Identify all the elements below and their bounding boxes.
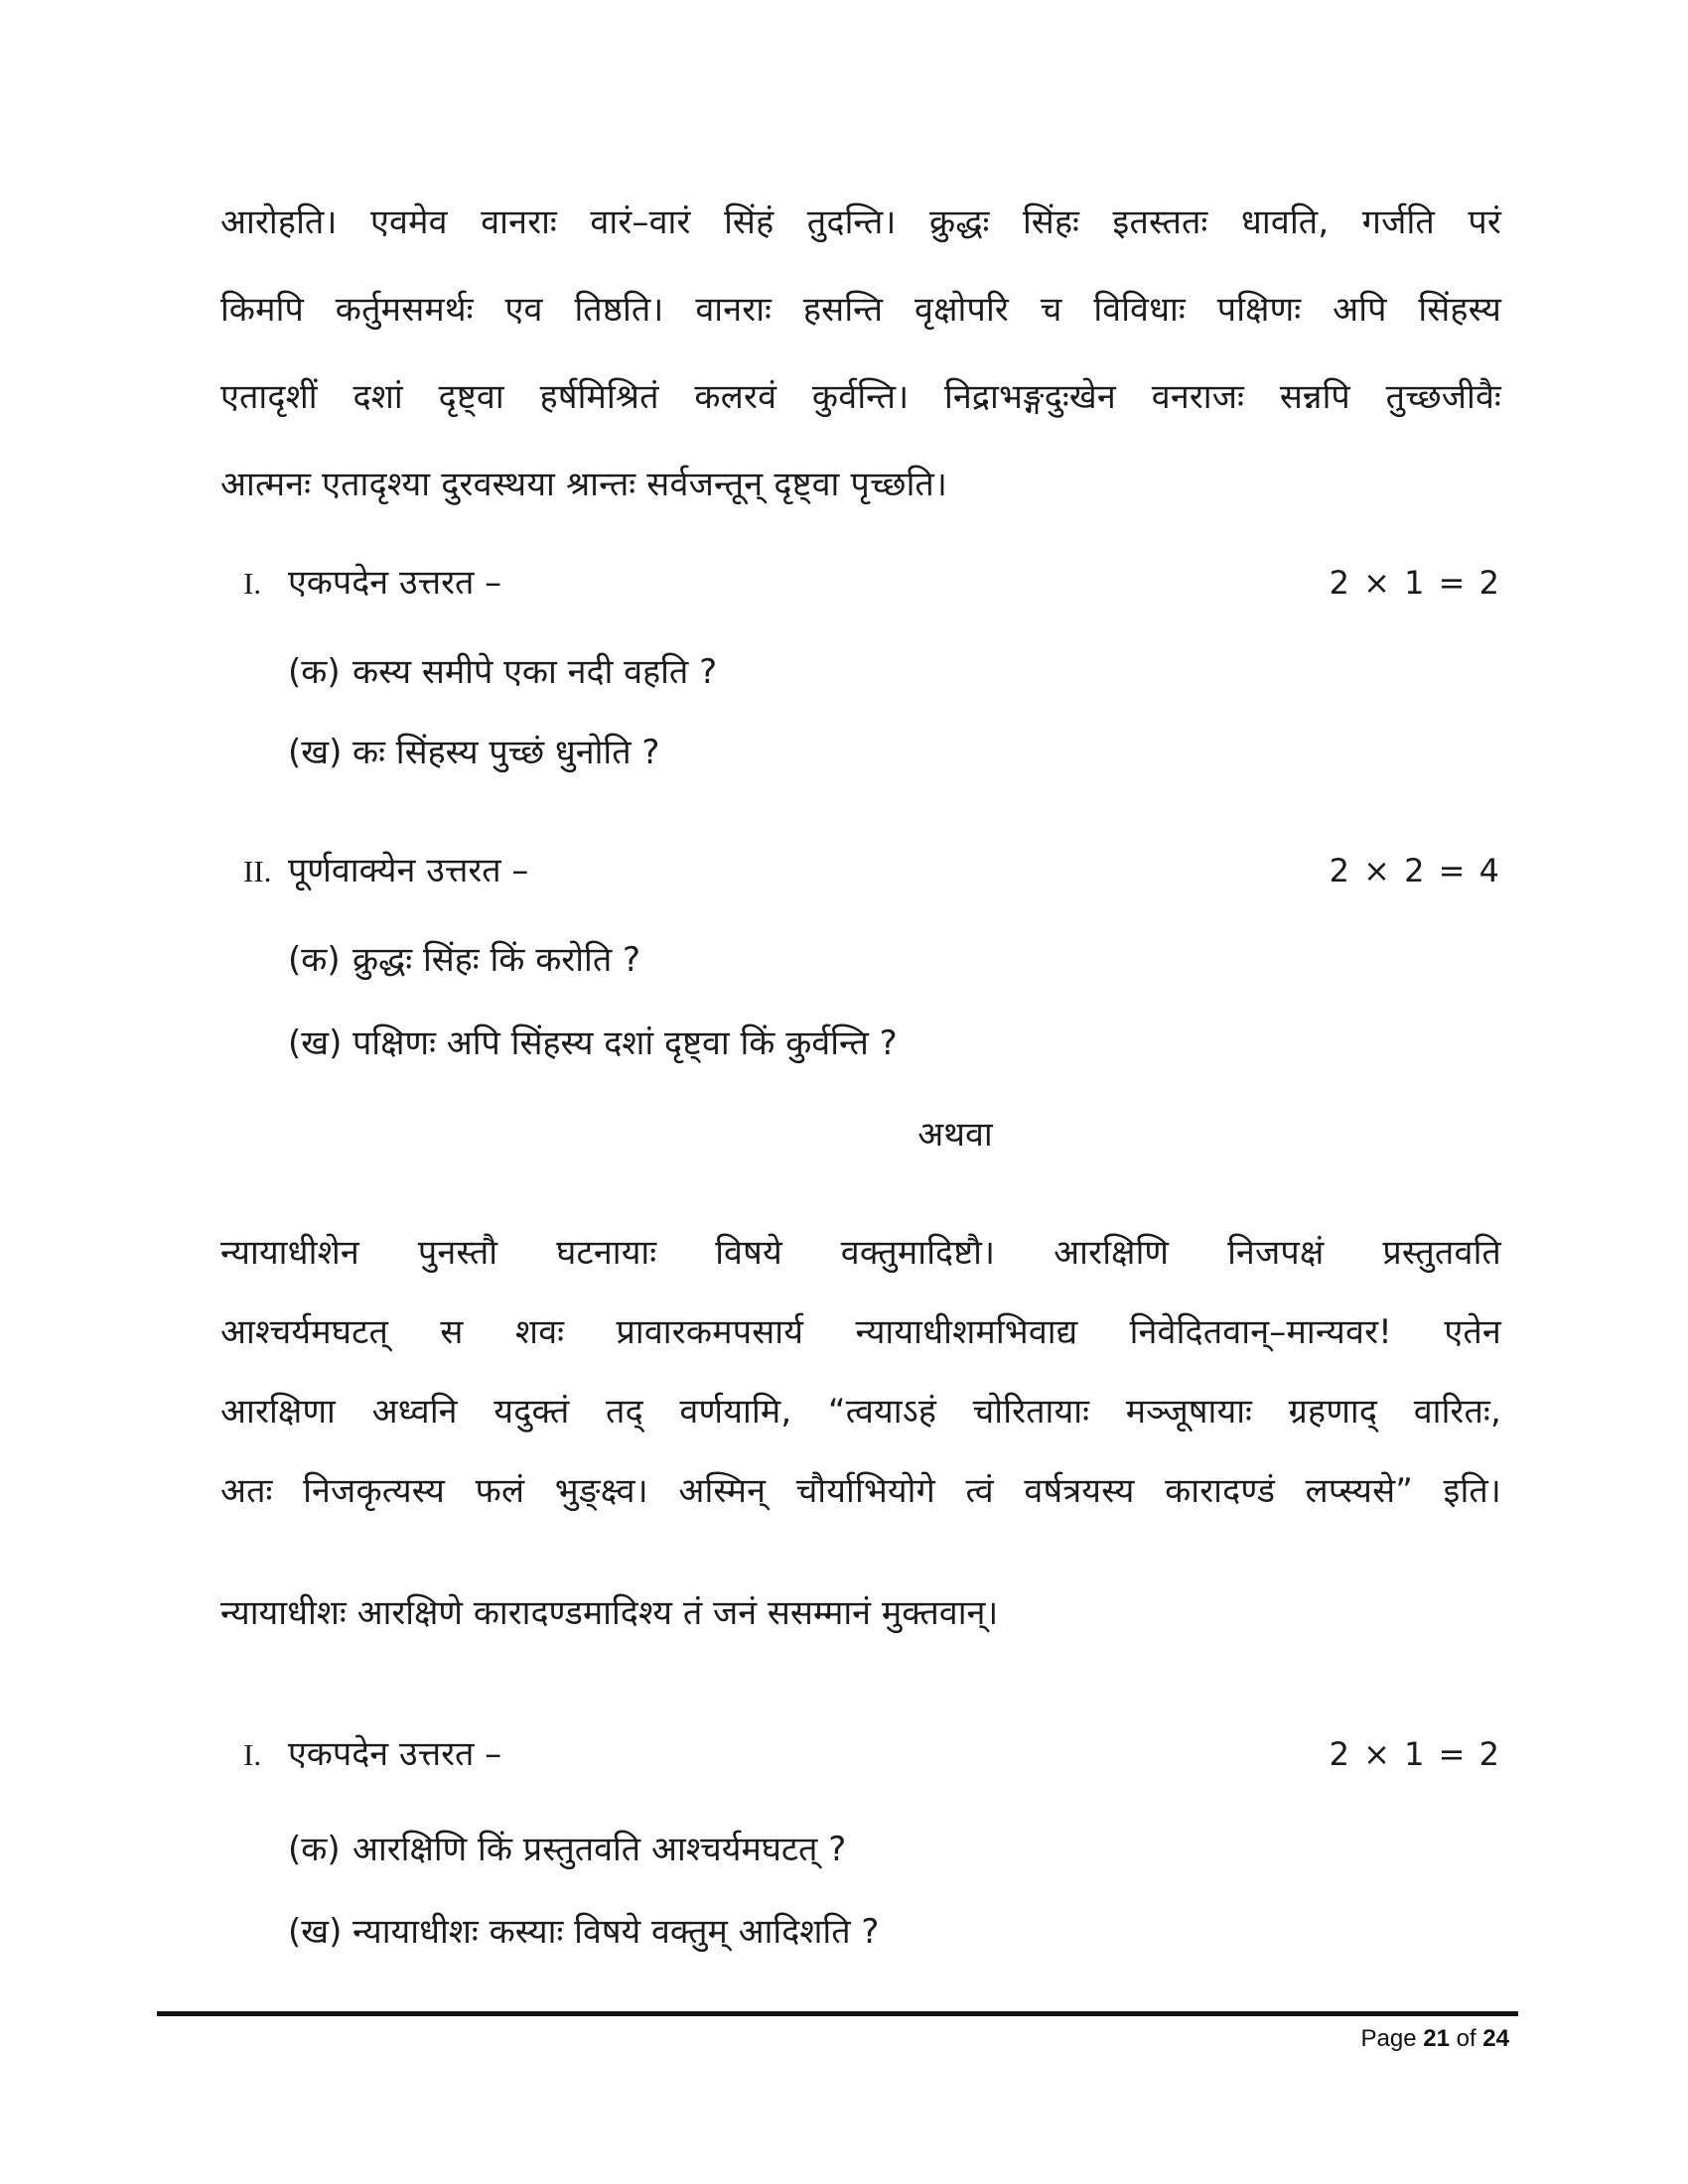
passage-1	[220, 179, 1501, 528]
passage-2-line-4: अतः निजकृत्यस्य फलं भुङ्क्ष्व। अस्मिन् चौर्याभियोगे त्वं वर्षत्रयस्य कारादण्डं लप्स्यसे” इति।	[220, 1471, 1501, 1511]
question-set-3-numeral: I.	[243, 1737, 262, 1772]
question-3b-text: न्यायाधीशः कस्याः विषये वक्तुम् आदिशति ?	[352, 1912, 880, 1952]
question-set-2-numeral: II.	[243, 854, 272, 888]
passage-1-line-4: आत्मनः एतादृश्या दुरवस्थया श्रान्तः सर्वजन्तून् दृष्ट्वा पृच्छति।	[220, 465, 948, 504]
question-set-2-header	[220, 846, 1501, 891]
question-set-3-marks: 2 × 1 = 2	[1329, 1735, 1501, 1773]
or-divider: अथवा	[917, 1115, 993, 1155]
passage-2-line-2: आश्चर्यमघटत् स शवः प्रावारकमपसार्य न्यायाधीशमभिवाद्य निवेदितवान्–मान्यवर! एतेन	[220, 1312, 1501, 1352]
passage-1-line-2: किमपि कर्तुमसमर्थः एव तिष्ठति। वानराः हसन्ति वृक्षोपरि च विविधाः पक्षिणः अपि सिंहस्य	[220, 290, 1501, 330]
footer-page-number: 21	[1423, 2025, 1450, 2052]
question-1a-text: कस्य समीपे एका नदी वहति ?	[352, 652, 718, 692]
question-set-1-header	[220, 558, 1501, 604]
footer-total-pages: 24	[1482, 2025, 1509, 2052]
question-3b-label: (ख)	[288, 1912, 343, 1952]
question-set-3-title: एकपदेन उत्तरत –	[288, 1734, 502, 1774]
question-3a	[220, 1825, 1501, 1870]
passage-2	[220, 1213, 1501, 1531]
question-set-1-title: एकपदेन उत्तरत –	[288, 563, 502, 603]
question-2b	[220, 1019, 1501, 1064]
question-2a-label: (क)	[288, 940, 341, 980]
question-set-2-title: पूर्णवाक्येन उत्तरत –	[288, 851, 529, 890]
passage-2-line-3: आरक्षिणा अध्वनि यदुक्तं तद् वर्णयामि, “त्वयाऽहं चोरितायाः मञ्जूषायाः ग्रहणाद् वारितः,	[220, 1392, 1501, 1432]
footer-divider-rule	[157, 2011, 1518, 2016]
passage-2-line-1: न्यायाधीशेन पुनस्तौ घटनायाः विषये वक्तुमादिष्टौ। आरक्षिणि निजपक्षं प्रस्तुतवति	[220, 1233, 1501, 1273]
question-set-2-marks: 2 × 2 = 4	[1329, 852, 1501, 889]
question-1b-label: (ख)	[288, 733, 343, 772]
question-3a-text: आरक्षिणि किं प्रस्तुतवति आश्चर्यमघटत् ?	[352, 1830, 847, 1869]
passage-1-line-3: एतादृशीं दशां दृष्ट्वा हर्षमिश्रितं कलरवं कुर्वन्ति। निद्राभङ्गदुःखेन वनराजः सन्नपि तुच्छजीवैः	[220, 377, 1501, 417]
question-3b	[220, 1907, 1501, 1953]
footer-page-label: Page	[1360, 2025, 1417, 2052]
question-set-3-header	[220, 1729, 1501, 1775]
question-1b	[220, 728, 1501, 773]
footer-page-indicator	[157, 2025, 1509, 2053]
question-2b-text: पक्षिणः अपि सिंहस्य दशां दृष्ट्वा किं कुर्वन्ति ?	[352, 1024, 898, 1063]
passage-1-line-1: आरोहति। एवमेव वानराः वारं–वारं सिंहं तुदन्ति। क्रुद्धः सिंहः इतस्ततः धावति, गर्जति परं	[220, 203, 1501, 242]
question-2b-label: (ख)	[288, 1024, 343, 1063]
question-1b-text: कः सिंहस्य पुच्छं धुनोति ?	[352, 733, 660, 772]
question-1a	[220, 647, 1501, 693]
footer-of-label: of	[1456, 2025, 1477, 2052]
question-set-1-numeral: I.	[243, 566, 262, 601]
question-set-1-marks: 2 × 1 = 2	[1329, 564, 1501, 602]
question-3a-label: (क)	[288, 1830, 341, 1869]
passage-2-closing-line: न्यायाधीशः आरक्षिणे कारादण्डमादिश्य तं जनं ससम्मानं मुक्तवान्।	[220, 1593, 999, 1633]
question-2a-text: क्रुद्धः सिंहः किं करोति ?	[352, 940, 641, 980]
question-1a-label: (क)	[288, 652, 341, 692]
question-2a	[220, 935, 1501, 981]
